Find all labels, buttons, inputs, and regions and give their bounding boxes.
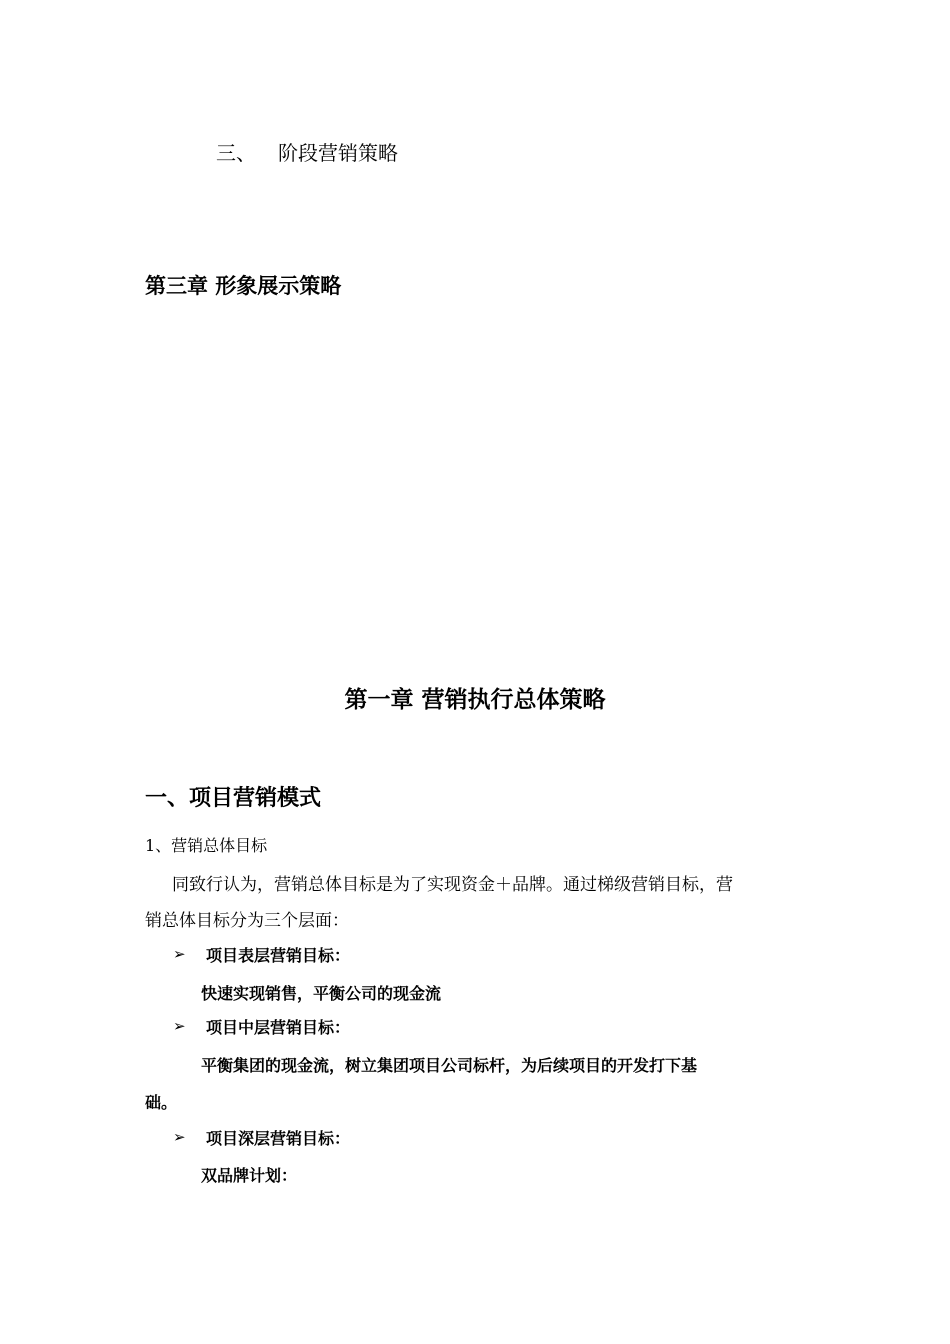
bullet-label-middle: 项目中层营销目标： <box>206 1018 351 1037</box>
item-1-heading: 1、营销总体目标 <box>145 836 268 855</box>
paragraph-line-2: 销总体目标分为三个层面： <box>145 911 349 931</box>
arrow-bullet-icon: ➢ <box>173 1128 186 1146</box>
section-1-heading: 一、项目营销模式 <box>145 785 322 811</box>
bullet-text-middle-line-2: 础。 <box>145 1093 178 1112</box>
section-3-number: 三、 <box>216 141 256 165</box>
chapter-1-heading: 第一章 营销执行总体策略 <box>344 686 606 713</box>
arrow-bullet-icon: ➢ <box>173 1017 186 1035</box>
paragraph-line-1: 同致行认为，营销总体目标是为了实现资金＋品牌。通过梯级营销目标，营 <box>172 875 733 895</box>
chapter-3-heading: 第三章 形象展示策略 <box>145 273 342 298</box>
bullet-label-deep: 项目深层营销目标： <box>206 1129 351 1148</box>
bullet-text-deep: 双品牌计划： <box>201 1166 298 1185</box>
bullet-text-surface: 快速实现销售，平衡公司的现金流 <box>201 984 442 1003</box>
bullet-text-middle-line-1: 平衡集团的现金流，树立集团项目公司标杆，为后续项目的开发打下基 <box>201 1056 698 1075</box>
arrow-bullet-icon: ➢ <box>173 945 186 963</box>
section-3-title: 阶段营销策略 <box>278 141 398 165</box>
bullet-label-surface: 项目表层营销目标： <box>206 946 351 965</box>
